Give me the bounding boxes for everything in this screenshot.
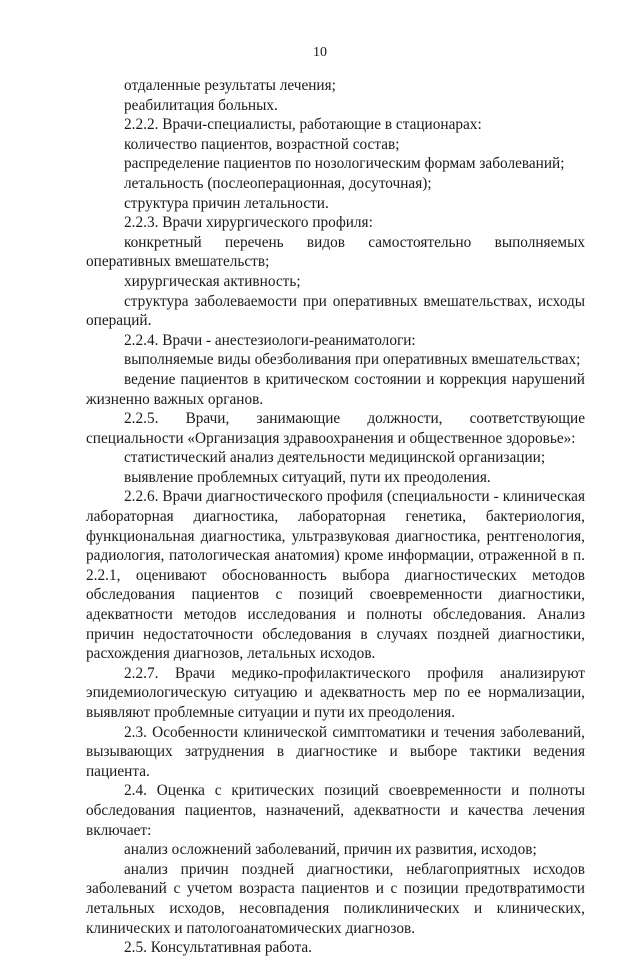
section-heading-2-2-5: 2.2.5. Врачи, занимающие должности, соответствующие специальности «Организация здравоохранения и общественное здоровье»: xyxy=(86,410,585,447)
section-2-2-6: 2.2.6. Врачи диагностического профиля (специальности - клиническая лабораторная диагностика, лабораторная генетика, бактериология, функциональная диагностика, ультразвуковая диагностика, рентгенология, радиология, патологическая анатомия) кроме информации, отраженной в п. 2.2.1, оценивают обоснованность выбора диагностических методов обследования пациентов с позиций своевременности диагностики, адекватности методов исследования и полноты обследования. Анализ причин недостаточности обследования в случаях поздней диагностики, расхождения диагнозов, летальных исходов. xyxy=(86,488,585,663)
paragraph: реабилитация больных. xyxy=(124,96,278,114)
section-heading-2-2-4: 2.2.4. Врачи - анестезиологи-реаниматологи: xyxy=(124,331,416,349)
paragraph: распределение пациентов по нозологическим формам заболеваний; xyxy=(124,155,565,173)
section-2-2-7: 2.2.7. Врачи медико-профилактического профиля анализируют эпидемиологическую ситуацию и адекватность мер по ее нормализации, выявляют проблемные ситуации и пути их преодоления. xyxy=(86,664,585,721)
paragraph: анализ осложнений заболеваний, причин их развития, исходов; xyxy=(124,841,537,859)
document-body xyxy=(86,76,585,958)
section-heading-2-2-3: 2.2.3. Врачи хирургического профиля: xyxy=(124,214,373,232)
section-2-3: 2.3. Особенности клинической симптоматики и течения заболеваний, вызывающих затруднения в диагностике и выборе тактики ведения пациента. xyxy=(86,723,585,780)
paragraph: отдаленные результаты лечения; xyxy=(124,77,336,94)
section-2-5: 2.5. Консультативная работа. xyxy=(124,939,312,957)
paragraph: анализ причин поздней диагностики, неблагоприятных исходов заболеваний с учетом возраста пациентов и с позиции предотвратимости летальных исходов, несовпадения поликлинических и клинических, клинических и патологоанатомических диагнозов. xyxy=(86,860,585,937)
section-heading-2-2-2: 2.2.2. Врачи-специалисты, работающие в стационарах: xyxy=(124,116,482,134)
paragraph: структура заболеваемости при оперативных вмешательствах, исходы операций. xyxy=(86,292,585,330)
paragraph: структура причин летальности. xyxy=(124,194,329,212)
paragraph: выполняемые виды обезболивания при оперативных вмешательствах; xyxy=(124,351,581,369)
paragraph: выявление проблемных ситуаций, пути их преодоления. xyxy=(124,468,491,486)
paragraph: количество пациентов, возрастной состав; xyxy=(124,135,400,153)
paragraph: летальность (послеоперационная, досуточная); xyxy=(124,174,432,192)
paragraph: статистический анализ деятельности медицинской организации; xyxy=(124,449,546,467)
paragraph: ведение пациентов в критическом состоянии и коррекция нарушений жизненно важных органов. xyxy=(86,370,585,408)
paragraph: конкретный перечень видов самостоятельно выполняемых оперативных вмешательств; xyxy=(86,233,585,271)
section-2-4: 2.4. Оценка с критических позиций своевременности и полноты обследования пациентов, назначений, адекватности и качества лечения включает: xyxy=(86,782,585,839)
paragraph: хирургическая активность; xyxy=(124,272,301,290)
page-number: 10 xyxy=(313,45,327,60)
